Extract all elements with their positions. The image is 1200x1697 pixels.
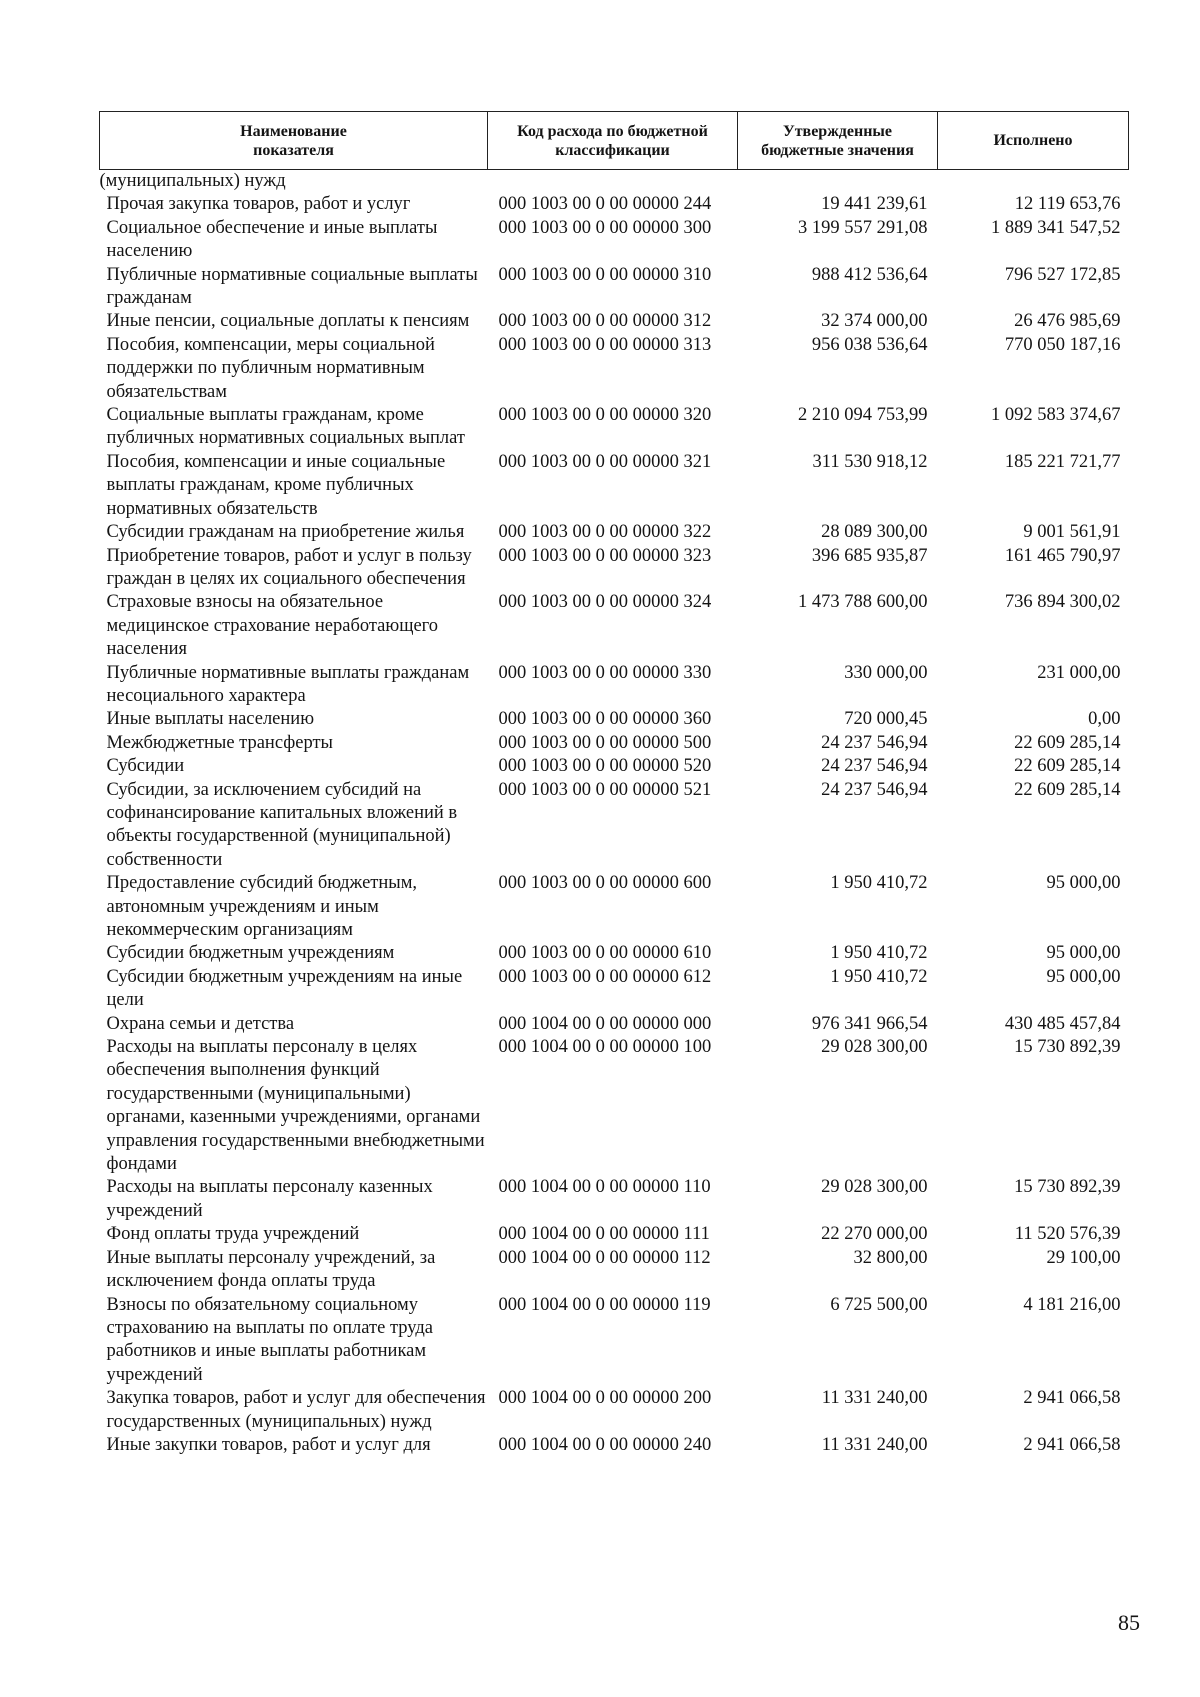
row-name: Пособия, компенсации и иные социальные выплаты гражданам, кроме публичных нормативных обязательств [106,451,446,519]
row-approved-value: 24 237 546,94 [821,756,928,777]
row-code: 000 1003 00 0 00 00000 312 [498,311,712,332]
row-approved-value: 1 473 788 600,00 [798,592,928,613]
row-name: Пособия, компенсации, меры социальной поддержки по публичным нормативным обязательствам [106,334,435,402]
table-row [100,193,1129,216]
row-code: 000 1003 00 0 00 00000 313 [498,334,712,355]
table-header [100,112,1129,170]
row-approved-value: 311 530 918,12 [812,451,928,472]
row-name: Публичные нормативные выплаты гражданам несоциального характера [106,662,470,706]
row-code: 000 1003 00 0 00 00000 322 [498,522,712,543]
row-name: Субсидии бюджетным учреждениям [106,943,395,964]
table-row [100,334,1129,404]
row-executed-value: 11 520 576,39 [1014,1224,1121,1245]
header-label: Исполнено [993,132,1073,149]
row-name: Межбюджетные трансферты [106,732,333,753]
row-code: 000 1003 00 0 00 00000 321 [498,451,712,472]
table-row [100,942,1129,965]
row-name: Субсидии гражданам на приобретение жилья [106,522,465,543]
row-code: 000 1003 00 0 00 00000 610 [498,943,712,964]
table-row [100,1036,1129,1176]
row-executed-value: 185 221 721,77 [1004,451,1121,472]
row-approved-value: 720 000,45 [844,709,928,730]
row-code: 000 1003 00 0 00 00000 500 [498,732,712,753]
row-name: Страховые взносы на обязательное медицинское страхование неработающего населения [106,592,439,660]
row-executed-value: 0,00 [1088,709,1121,730]
row-name: Предоставление субсидий бюджетным, автономным учреждениям и иным некоммерческим организациям [106,873,418,940]
budget-expenditure-table [99,111,1129,1457]
row-code: 000 1004 00 0 00 00000 111 [498,1224,710,1245]
table-row [100,404,1129,451]
table-row [100,310,1129,333]
row-approved-value: 19 441 239,61 [821,194,928,215]
row-approved-value: 24 237 546,94 [821,779,928,800]
row-executed-value [938,170,1129,194]
row-executed-value: 796 527 172,85 [1004,264,1121,285]
row-name: Прочая закупка товаров, работ и услуг [106,194,411,215]
table-row [100,1013,1129,1036]
row-approved-value: 1 950 410,72 [830,966,928,987]
row-code: 000 1004 00 0 00 00000 240 [498,1434,712,1455]
row-name: Субсидии [106,756,185,777]
table-row [100,591,1129,661]
row-approved-value: 32 800,00 [853,1247,928,1268]
row-name: Субсидии бюджетным учреждениям на иные цели [106,966,463,1011]
row-code: 000 1003 00 0 00 00000 300 [498,217,712,238]
table-row [100,966,1129,1013]
row-name: Расходы на выплаты персоналу в целях обеспечения выполнения функций государственными (муниципальными) органами, казенными учреждениями, органами управления государственными внебюджетными фондами [106,1037,485,1175]
row-approved-value: 22 270 000,00 [821,1224,928,1245]
row-executed-value: 2 941 066,58 [1023,1388,1121,1409]
row-approved-value: 28 089 300,00 [821,522,928,543]
row-executed-value: 770 050 187,16 [1004,334,1121,355]
header-approved-values [738,112,938,170]
row-name: Приобретение товаров, работ и услуг в пользу граждан в целях их социального обеспечения [106,545,472,589]
row-executed-value: 22 609 285,14 [1014,732,1121,753]
table-row [100,662,1129,709]
row-code: 000 1003 00 0 00 00000 600 [498,873,712,894]
row-approved-value: 32 374 000,00 [821,311,928,332]
row-code: 000 1003 00 0 00 00000 520 [498,756,712,777]
row-executed-value: 15 730 892,39 [1014,1177,1121,1198]
header-label: Код расхода по бюджетной классификации [517,122,708,159]
table-row [100,521,1129,544]
table-row [100,170,1129,194]
row-approved-value: 24 237 546,94 [821,732,928,753]
row-name: Социальные выплаты гражданам, кроме публичных нормативных социальных выплат [106,405,465,449]
header-label: Утвержденные бюджетные значения [761,122,914,159]
row-executed-value: 29 100,00 [1046,1247,1121,1268]
table-row [100,1247,1129,1294]
table-row [100,1294,1129,1388]
row-name: Иные выплаты населению [106,709,315,730]
row-code: 000 1003 00 0 00 00000 360 [498,709,712,730]
row-code: 000 1003 00 0 00 00000 244 [498,194,712,215]
row-executed-value: 95 000,00 [1046,873,1121,894]
table-row [100,451,1129,521]
row-code [488,170,738,194]
row-code: 000 1003 00 0 00 00000 320 [498,405,712,426]
row-executed-value: 231 000,00 [1037,662,1121,683]
row-code: 000 1003 00 0 00 00000 612 [498,966,712,987]
row-executed-value: 12 119 653,76 [1014,194,1121,215]
row-approved-value: 988 412 536,64 [811,264,928,285]
row-approved-value: 6 725 500,00 [830,1294,928,1315]
row-executed-value: 1 092 583 374,67 [991,405,1121,426]
row-approved-value: 330 000,00 [844,662,928,683]
row-name: Расходы на выплаты персоналу казенных учреждений [106,1177,433,1221]
row-name: Иные закупки товаров, работ и услуг для [106,1434,431,1455]
row-name: Социальное обеспечение и иные выплаты населению [106,217,438,262]
row-name: Публичные нормативные социальные выплаты гражданам [106,264,478,309]
header-expense-code [488,112,738,170]
row-code: 000 1003 00 0 00 00000 330 [498,662,712,683]
row-name: Иные пенсии, социальные доплаты к пенсиям [106,311,470,332]
table-row [100,1223,1129,1246]
row-code: 000 1004 00 0 00 00000 200 [498,1388,712,1409]
row-executed-value: 1 889 341 547,52 [991,217,1121,238]
row-approved-value: 1 950 410,72 [830,943,928,964]
row-executed-value: 22 609 285,14 [1014,756,1121,777]
header-indicator-name [100,112,488,170]
row-code: 000 1003 00 0 00 00000 323 [498,545,712,566]
row-code: 000 1003 00 0 00 00000 324 [498,592,712,613]
row-code: 000 1004 00 0 00 00000 112 [498,1247,711,1268]
row-approved-value: 976 341 966,54 [811,1013,928,1034]
table-row [100,1387,1129,1434]
row-executed-value: 95 000,00 [1046,943,1121,964]
row-approved-value: 396 685 935,87 [811,545,928,566]
row-code: 000 1003 00 0 00 00000 310 [498,264,712,285]
row-approved-value: 29 028 300,00 [821,1177,928,1198]
header-label: Наименование показателя [240,122,347,159]
row-name: (муниципальных) нужд [99,171,286,191]
table-row [100,545,1129,592]
row-executed-value: 2 941 066,58 [1023,1434,1121,1455]
page-number: 85 [1118,1610,1140,1635]
table-row [100,732,1129,755]
table-row [100,779,1129,873]
row-approved-value: 2 210 094 753,99 [798,405,928,426]
row-executed-value: 736 894 300,02 [1004,592,1121,613]
row-executed-value: 9 001 561,91 [1023,522,1121,543]
row-executed-value: 22 609 285,14 [1014,779,1121,800]
row-code: 000 1004 00 0 00 00000 000 [498,1013,712,1034]
row-executed-value: 26 476 985,69 [1014,311,1121,332]
table-body [100,170,1129,1458]
row-executed-value: 161 465 790,97 [1004,545,1121,566]
header-executed [938,112,1129,170]
row-code: 000 1004 00 0 00 00000 119 [498,1294,711,1315]
row-executed-value: 15 730 892,39 [1014,1037,1121,1058]
row-approved-value [738,170,938,194]
table-row [100,1176,1129,1223]
row-code: 000 1004 00 0 00 00000 100 [498,1037,712,1058]
table-row [100,264,1129,311]
row-name: Иные выплаты персоналу учреждений, за исключением фонда оплаты труда [106,1247,436,1292]
row-approved-value: 1 950 410,72 [830,873,928,894]
row-name: Охрана семьи и детства [106,1013,295,1034]
row-code: 000 1003 00 0 00 00000 521 [498,779,712,800]
table-row [100,755,1129,778]
row-approved-value: 3 199 557 291,08 [798,217,928,238]
row-approved-value: 11 331 240,00 [821,1434,928,1455]
row-approved-value: 29 028 300,00 [821,1037,928,1058]
row-name: Взносы по обязательному социальному страхованию на выплаты по оплате труда работников и иные выплаты работникам учреждений [106,1294,433,1385]
table-row [100,1434,1129,1457]
row-executed-value: 95 000,00 [1046,966,1121,987]
row-approved-value: 956 038 536,64 [811,334,928,355]
table-row [100,708,1129,731]
row-name: Субсидии, за исключением субсидий на софинансирование капитальных вложений в объекты государственной (муниципальной) собственности [106,779,458,870]
row-name: Фонд оплаты труда учреждений [106,1224,360,1245]
row-name: Закупка товаров, работ и услуг для обеспечения государственных (муниципальных) нужд [106,1388,486,1432]
table-row [100,217,1129,264]
table-row [100,872,1129,942]
row-executed-value: 4 181 216,00 [1023,1294,1121,1315]
row-approved-value: 11 331 240,00 [821,1388,928,1409]
row-code: 000 1004 00 0 00 00000 110 [498,1177,711,1198]
row-executed-value: 430 485 457,84 [1004,1013,1121,1034]
